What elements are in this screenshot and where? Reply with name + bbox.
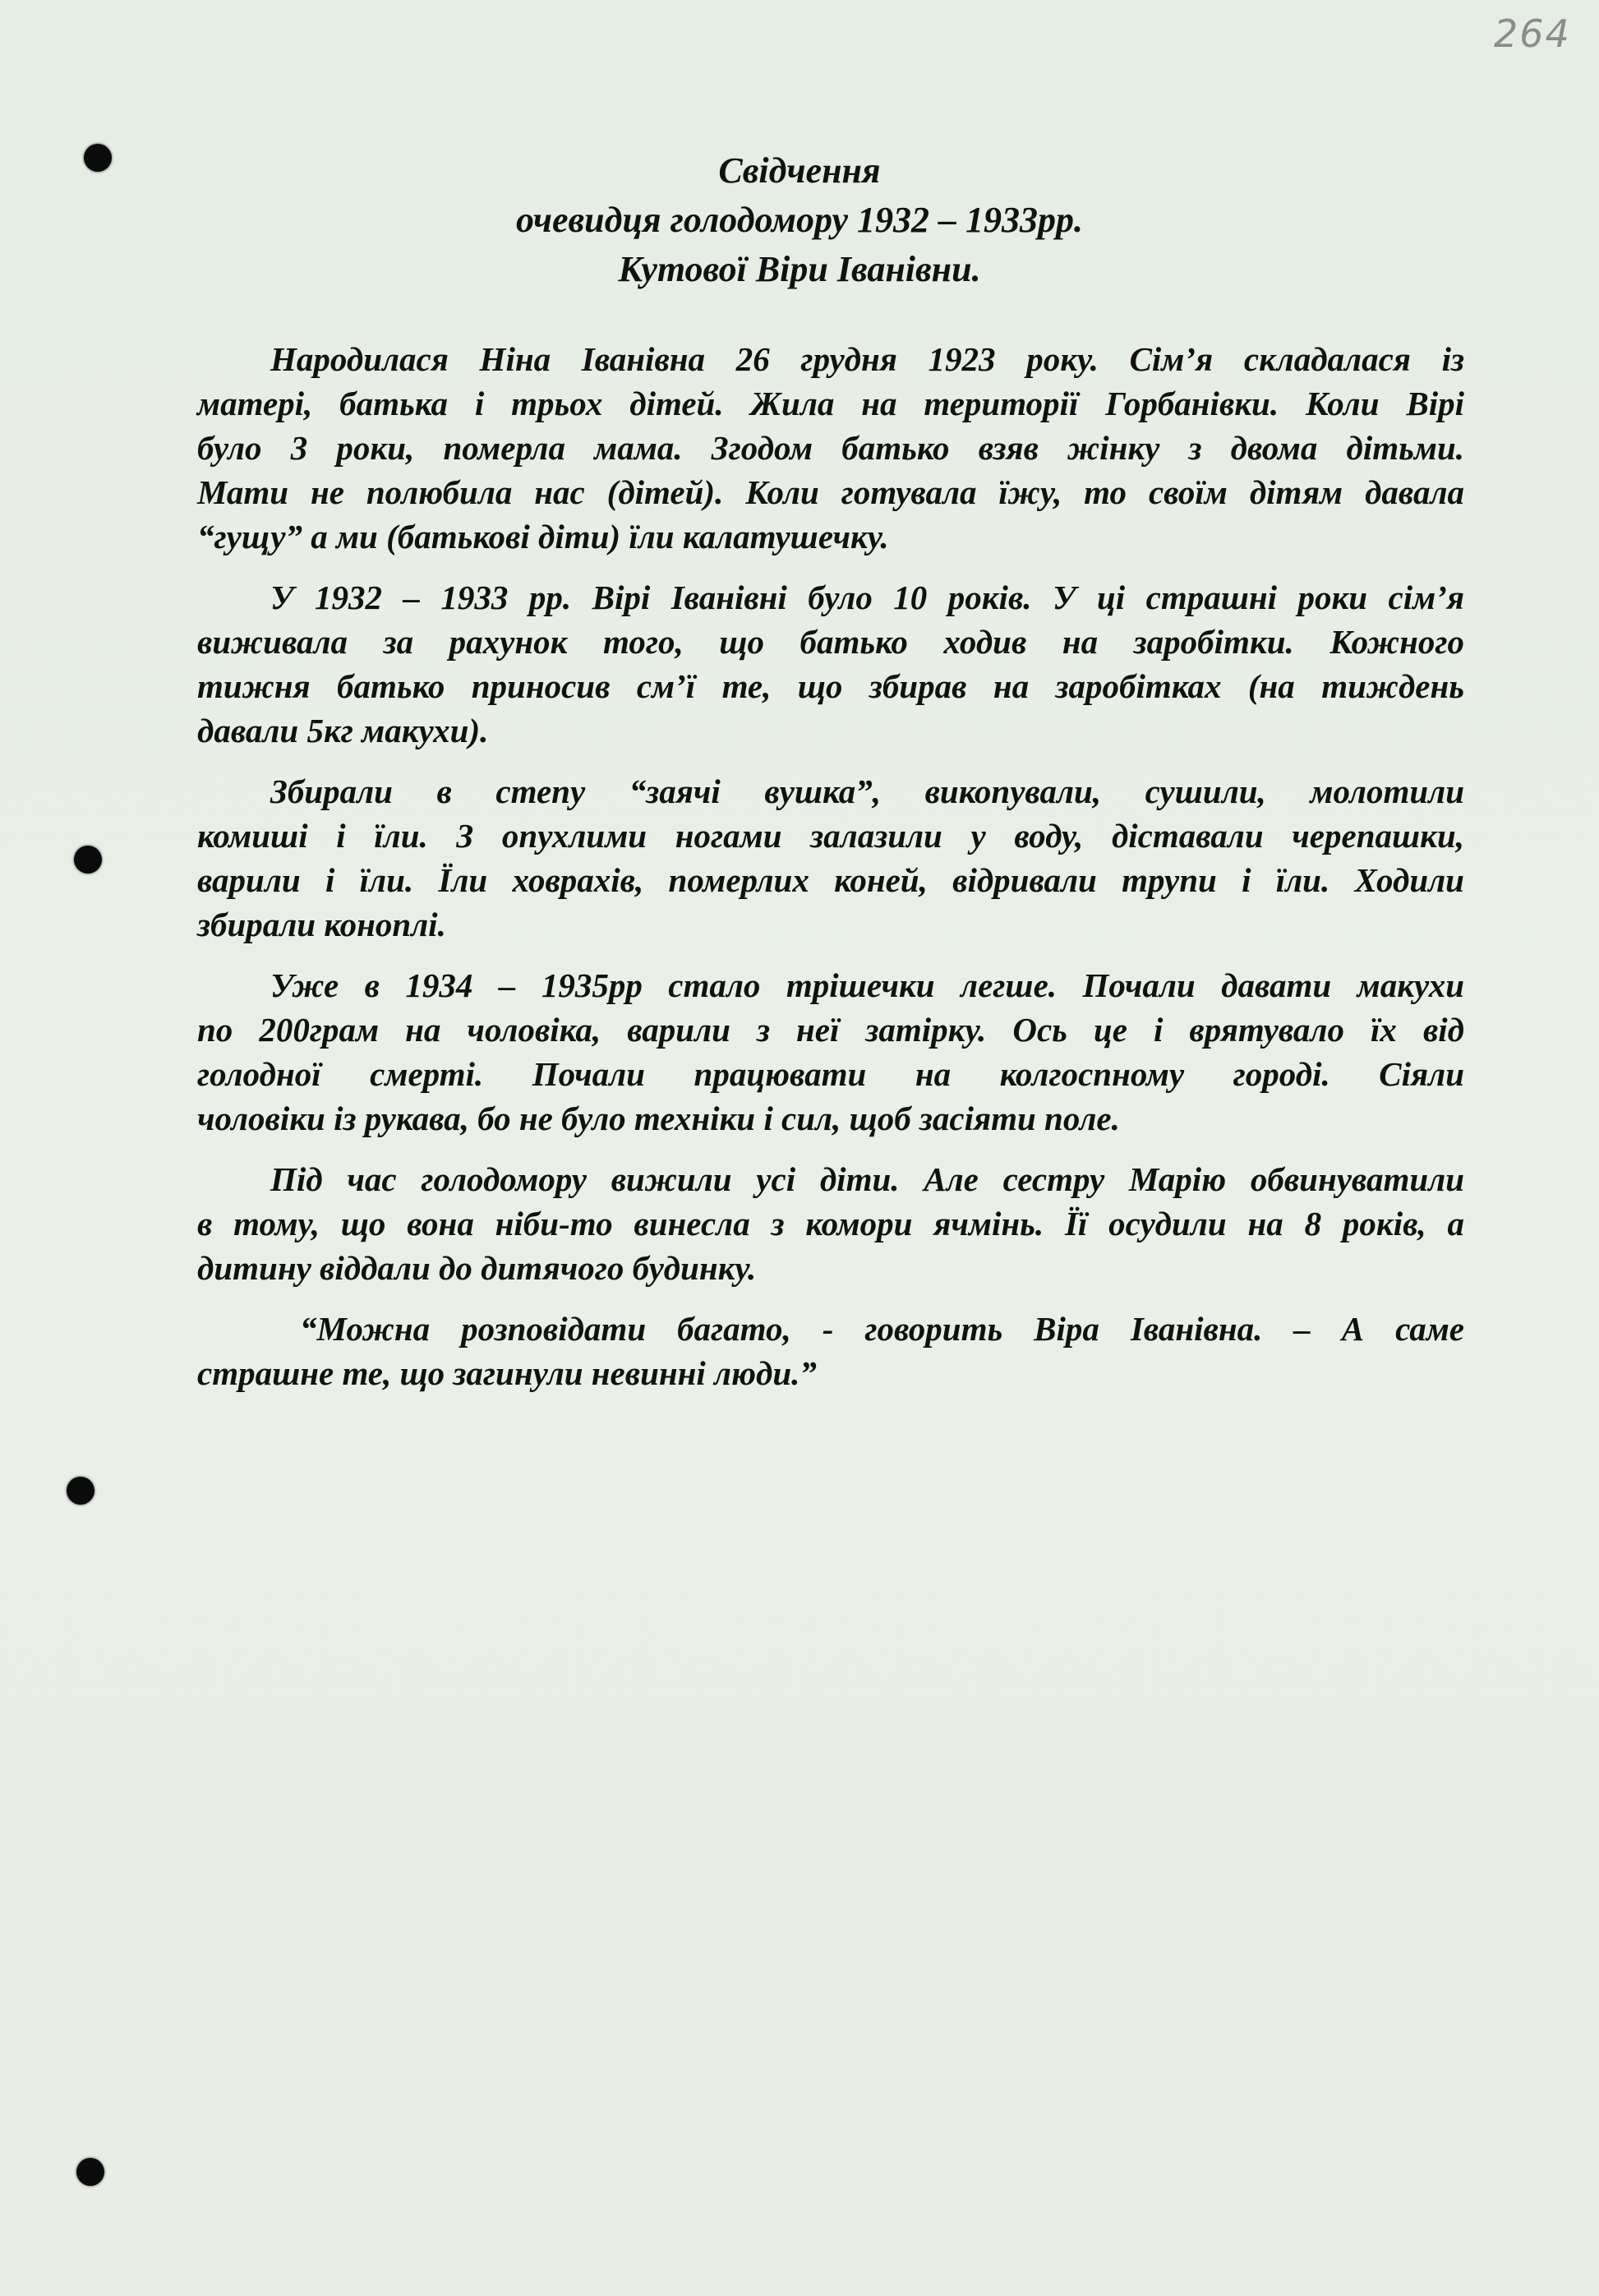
text-line: Під час голодомору вижили усі діти. Але сестру Марію обвинуватили [270, 1160, 1464, 1198]
text-line: голодної смерті. Почали працювати на колгоспному городі. Сіяли [197, 1055, 1464, 1093]
paragraph [197, 1157, 1464, 1290]
paragraph [197, 575, 1464, 753]
text-line: виживала за рахунок того, що батько ходив на заробітки. Кожного [197, 623, 1464, 661]
text-line: матері, батька і трьох дітей. Жила на території Горбанівки. Коли Вірі [197, 385, 1464, 422]
text-line: по 200грам на чоловіка, варили з неї затірку. Ось це і врятувало їх від [197, 1011, 1464, 1049]
paragraph [197, 337, 1464, 559]
title-line: Кутової Віри Іванівни. [618, 249, 981, 289]
text-line: тижня батько приносив см’ї те, що збирав на заробітках (на тиждень [197, 667, 1464, 705]
handwritten-page-number: 264 [1494, 12, 1571, 56]
text-line: “Можна розповідати багато, - говорить Віра Іванівна. – А саме [300, 1310, 1464, 1348]
text-line: комиші і їли. З опухлими ногами залазили у воду, діставали черепашки, [197, 817, 1464, 855]
text-line: страшне те, що загинули невинні люди.” [197, 1354, 817, 1392]
quote-paragraph [197, 1307, 1464, 1395]
punch-hole [67, 1477, 94, 1505]
text-line: було 3 роки, померла мама. Згодом батько взяв жінку з двома дітьми. [197, 429, 1464, 467]
text-line: Збирали в степу “заячі вушка”, викопували, сушили, молотили [270, 772, 1464, 810]
title-line: Свідчення [718, 150, 881, 191]
title-line: очевидця голодомору 1932 – 1933рр. [516, 200, 1083, 240]
paragraph [197, 963, 1464, 1141]
text-line: “гущу” а ми (батькові діти) їли калатушечку. [197, 518, 889, 556]
text-line: чоловіки із рукава, бо не було техніки і сил, щоб засіяти поле. [197, 1100, 1120, 1137]
document-body [197, 337, 1464, 1412]
text-line: збирали коноплі. [197, 906, 446, 943]
text-line: Уже в 1934 – 1935рр стало трішечки легше. Почали давати макухи [270, 966, 1464, 1004]
text-line: варили і їли. Їли ховрахів, померлих коней, відривали трупи і їли. Ходили [197, 861, 1464, 899]
text-line: давали 5кг макухи). [197, 712, 489, 749]
text-line: У 1932 – 1933 рр. Вірі Іванівні було 10 років. У ці страшні роки сім’я [270, 579, 1464, 616]
text-line: в тому, що вона ніби-то винесла з комори ячмінь. Її осудили на 8 років, а [197, 1205, 1464, 1243]
punch-hole [74, 846, 102, 874]
text-line: дитину віддали до дитячого будинку. [197, 1249, 757, 1287]
text-line: Народилася Ніна Іванівна 26 грудня 1923 року. Сім’я складалася із [270, 340, 1464, 378]
punch-hole [76, 2158, 104, 2186]
document-title [0, 146, 1599, 294]
paragraph [197, 769, 1464, 947]
text-line: Мати не полюбила нас (дітей). Коли готувала їжу, то своїм дітям давала [197, 473, 1464, 511]
